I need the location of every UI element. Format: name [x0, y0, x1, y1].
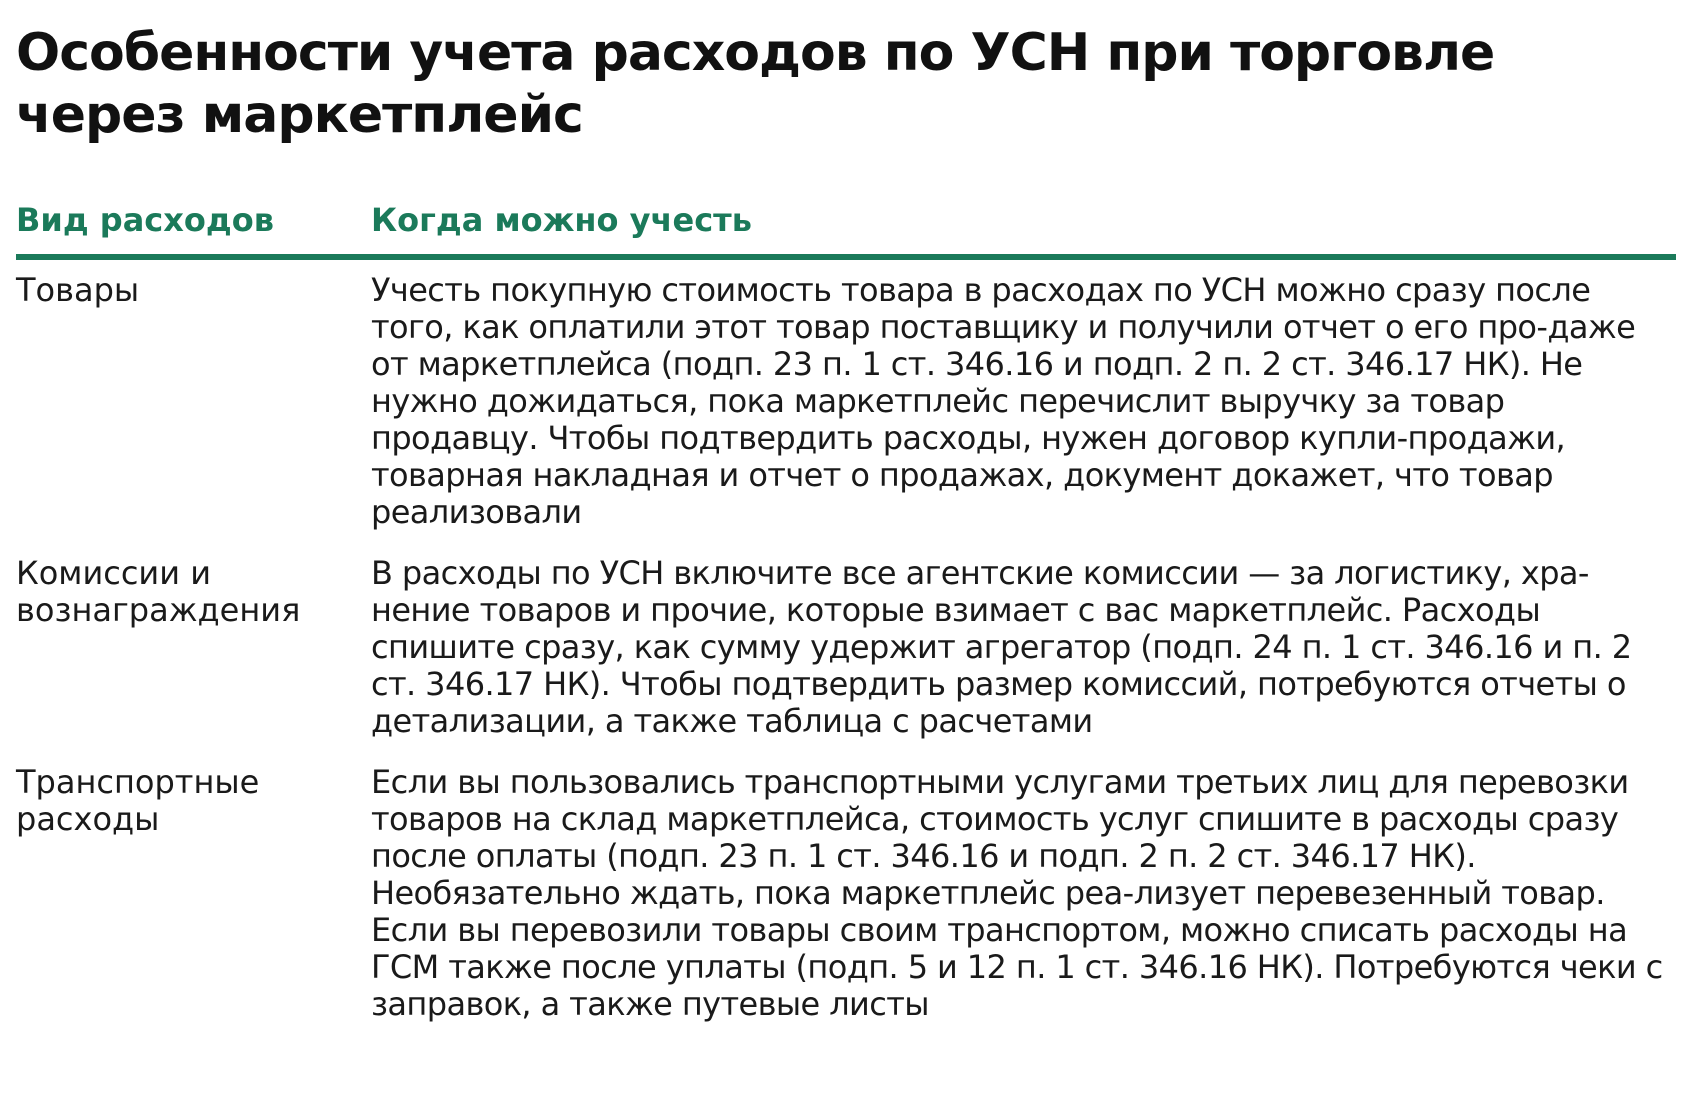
description-paragraph: В расходы по УСН включите все агентские комиссии — за логистику, хра-нение товаров и прочие, которые взимает с вас маркетплейс. Расходы спишите сразу, как сумму удержит агрегатор (подп. 24 п. 1 ст. 346.16 и п. 2 ст. 346.17 НК). Чтобы подтвердить размер комиссий, потребуются отчеты о детализации, а также таблица с расчетами: [371, 554, 1632, 740]
table-row: [16, 272, 1676, 531]
table-row: [16, 555, 1676, 740]
description-cell: [371, 764, 1671, 1023]
description-cell: [371, 272, 1671, 531]
page-title: Особенности учета расходов по УСН при торговле через маркетплейс: [16, 23, 1495, 145]
expenses-table: [16, 194, 1676, 1023]
expense-type-cell: Товары: [16, 271, 140, 309]
expense-type-cell: Комиссии и вознаграждения: [16, 554, 301, 629]
description-paragraph: Если вы перевозили товары своим транспортом, можно списать расходы на ГСМ также после уплаты (подп. 5 и 12 п. 1 ст. 346.16 НК). Потребуются чеки с заправок, а также путевые листы: [371, 911, 1663, 1023]
table-header: [16, 194, 1676, 260]
expense-type-cell: Транспортные расходы: [16, 763, 260, 838]
column-header-expense-type: Вид расходов: [16, 201, 274, 239]
description-cell: [371, 555, 1671, 740]
description-paragraph: Учесть покупную стоимость товара в расходах по УСН можно сразу после того, как оплатили этот товар поставщику и получили отчет о его про-даже от маркетплейса (подп. 23 п. 1 ст. 346.16 и подп. 2 п. 2 ст. 346.17 НК). Не нужно дожидаться, пока маркетплейс перечислит выручку за товар продавцу. Чтобы подтвердить расходы, нужен договор купли-продажи, товарная накладная и отчет о продажах, документ докажет, что товар реализовали: [371, 271, 1636, 531]
article: [16, 22, 1676, 1023]
description-paragraph: Если вы пользовались транспортными услугами третьих лиц для перевозки товаров на склад маркетплейса, стоимость услуг спишите в расходы сразу после оплаты (подп. 23 п. 1 ст. 346.16 и подп. 2 п. 2 ст. 346.17 НК). Необязательно ждать, пока маркетплейс реа-лизует перевезенный товар.: [371, 763, 1629, 912]
column-header-when-to-account: Когда можно учесть: [371, 201, 752, 239]
table-row: [16, 764, 1676, 1023]
